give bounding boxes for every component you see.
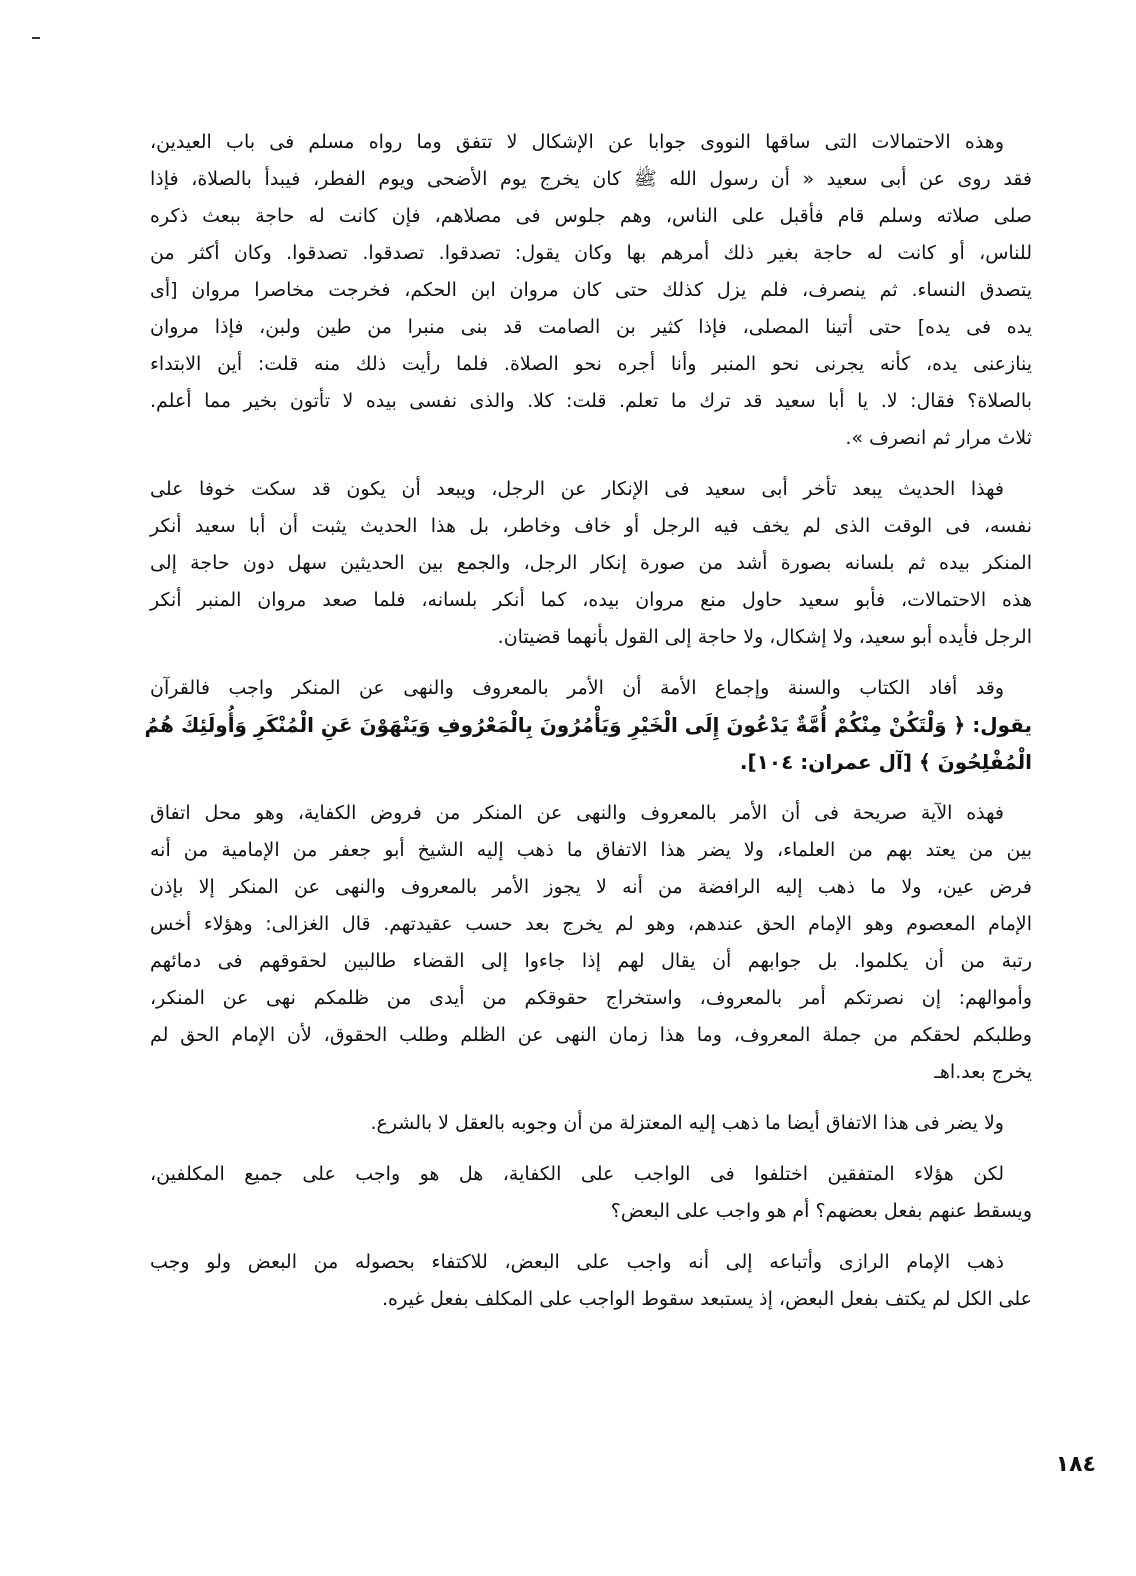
text-line: وأموالهم: إن نصرتكم أمر بالمعروف، واستخراج حقوقكم من أيدى من ظلمكم نهى عن المنكر، <box>150 987 1032 1009</box>
text-line: يتصدق النساء. ثم ينصرف، فلم يزل كذلك حتى كان مروان ابن الحكم، فخرجت مخاصرا مروان [أى <box>150 279 1032 301</box>
text-line: المنكر بيده ثم بلسانه بصورة أشد من صورة إنكار الرجل، والجمع بين الحديثين سهل دون حاجة إلى <box>150 552 1032 574</box>
text-line: نفسه، فى الوقت الذى لم يخف فيه الرجل أو خاف وخاطر، بل هذا الحديث يثبت أن أبا سعيد أنكر <box>150 515 1032 537</box>
text-line: يده فى يده] حتى أتينا المصلى، فإذا كثير بن الصامت قد بنى منبرا من طين ولبن، فإذا مروان <box>150 316 1032 338</box>
text-line: رتبة من أن يكلموا. بل جوابهم أن يقال لهم إذا جاءوا إلى القضاء طالبين لحقوقهم فى دمائهم <box>150 950 1032 972</box>
text-line: لكن هؤلاء المتفقين اختلفوا فى الواجب على الكفاية، هل هو واجب على جميع المكلفين، <box>150 1163 1004 1185</box>
paragraph-6 <box>150 1156 1032 1230</box>
paragraph-1 <box>150 124 1032 457</box>
paragraph-7 <box>150 1244 1032 1318</box>
text-line: الإمام المعصوم وهو الإمام الحق عندهم، وهو لم يخرج بعد حسب عقيدتهم. قال الغزالى: وهؤلاء أخس <box>150 913 1032 935</box>
text-line: ينازعنى يده، كأنه يجرنى نحو المنبر وأنا أجره نحو الصلاة. فلما رأيت ذلك منه قلت: أين الابتداء <box>150 353 1032 375</box>
paragraph-4 <box>150 795 1032 1091</box>
text-line: وطلبكم لحقكم من جملة المعروف، وما هذا زمان النهى عن الظلم وطلب الحقوق، لأن الإمام الحق لم <box>150 1024 1032 1046</box>
text-line: وهذه الاحتمالات التى ساقها النووى جوابا عن الإشكال لا تتفق وما رواه مسلم فى باب العيدين، <box>150 131 1004 153</box>
text-line: فهذه الآية صريحة فى أن الأمر بالمعروف والنهى عن المنكر من فروض الكفاية، وهو محل اتفاق <box>150 802 1004 824</box>
page-body <box>144 124 1032 1332</box>
text-line: بالصلاة؟ فقال: لا. يا أبا سعيد قد ترك ما تعلم. قلت: كلا. والذى نفسى بيده لا تأتون بخير مما أعلم. <box>150 390 1032 412</box>
text-line: فهذا الحديث يبعد تأخر أبى سعيد فى الإنكار عن الرجل، ويبعد أن يكون قد سكت خوفا على <box>150 478 1004 500</box>
text-line: للناس، أو كانت له حاجة بغير ذلك أمرهم بها وكان يقول: تصدقوا. تصدقوا. تصدقوا. وكان أكثر من <box>150 242 1032 264</box>
text-line: فرض عين، ولا ما ذهب إليه الرافضة من أنه لا يجوز الأمر بالمعروف والنهى عن المنكر إلا بإذن <box>150 876 1032 898</box>
paragraph-3 <box>144 670 1032 781</box>
text-line: يخرج بعد.اهـ <box>934 1061 1032 1083</box>
scan-mark <box>32 37 40 39</box>
text-line: الرجل فأيده أبو سعيد، ولا إشكال، ولا حاجة إلى القول بأنهما قضيتان. <box>497 626 1032 648</box>
text-line: فقد روى عن أبى سعيد « أن رسول الله ﷺ كان يخرج يوم الأضحى ويوم الفطر، فيبدأ بالصلاة، فإذا <box>150 168 1032 190</box>
quran-verse-line: يقول: ﴿ وَلْتَكُنْ مِنْكُمْ أُمَّةٌ يَدْعُونَ إِلَى الْخَيْرِ وَيَأْمُرُونَ بِالْمَعْرُوفِ وَيَنْهَوْنَ عَنِ الْمُنْكَرِ وَأُولَئِكَ هُمُ <box>144 713 1032 737</box>
text-line: صلى صلاته وسلم قام فأقبل على الناس، وهم جلوس فى مصلاهم، فإن كانت له حاجة ببعث ذكره <box>150 205 1032 227</box>
page-number: ١٨٤ <box>1055 1452 1096 1477</box>
text-line: ويسقط عنهم بفعل بعضهم؟ أم هو واجب على البعض؟ <box>610 1200 1032 1222</box>
text-line: ذهب الإمام الرازى وأتباعه إلى أنه واجب على البعض، للاكتفاء بحصوله من البعض ولو وجب <box>150 1251 1004 1273</box>
text-line: وقد أفاد الكتاب والسنة وإجماع الأمة أن الأمر بالمعروف والنهى عن المنكر واجب فالقرآن <box>150 677 1004 699</box>
paragraph-2 <box>150 471 1032 656</box>
paragraph-5 <box>150 1105 1032 1142</box>
text-line: ثلاث مرار ثم انصرف ». <box>845 427 1032 449</box>
text-line: على الكل لم يكتف بفعل البعض، إذ يستبعد سقوط الواجب على المكلف بفعل غيره. <box>381 1288 1032 1310</box>
text-line: ولا يضر فى هذا الاتفاق أيضا ما ذهب إليه المعتزلة من أن وجوبه بالعقل لا بالشرع. <box>370 1112 1004 1134</box>
text-line: هذه الاحتمالات، فأبو سعيد حاول منع مروان بيده، كما أنكر بلسانه، فلما صعد مروان المنبر أنكر <box>150 589 1032 611</box>
quran-verse-line: الْمُفْلِحُونَ ﴾ [آل عمران: ١٠٤]. <box>739 750 1032 774</box>
text-line: بين من يعتد بهم من العلماء، ولا يضر هذا الاتفاق ما ذهب إليه الشيخ أبو جعفر من الإمامية من أنه <box>150 839 1032 861</box>
